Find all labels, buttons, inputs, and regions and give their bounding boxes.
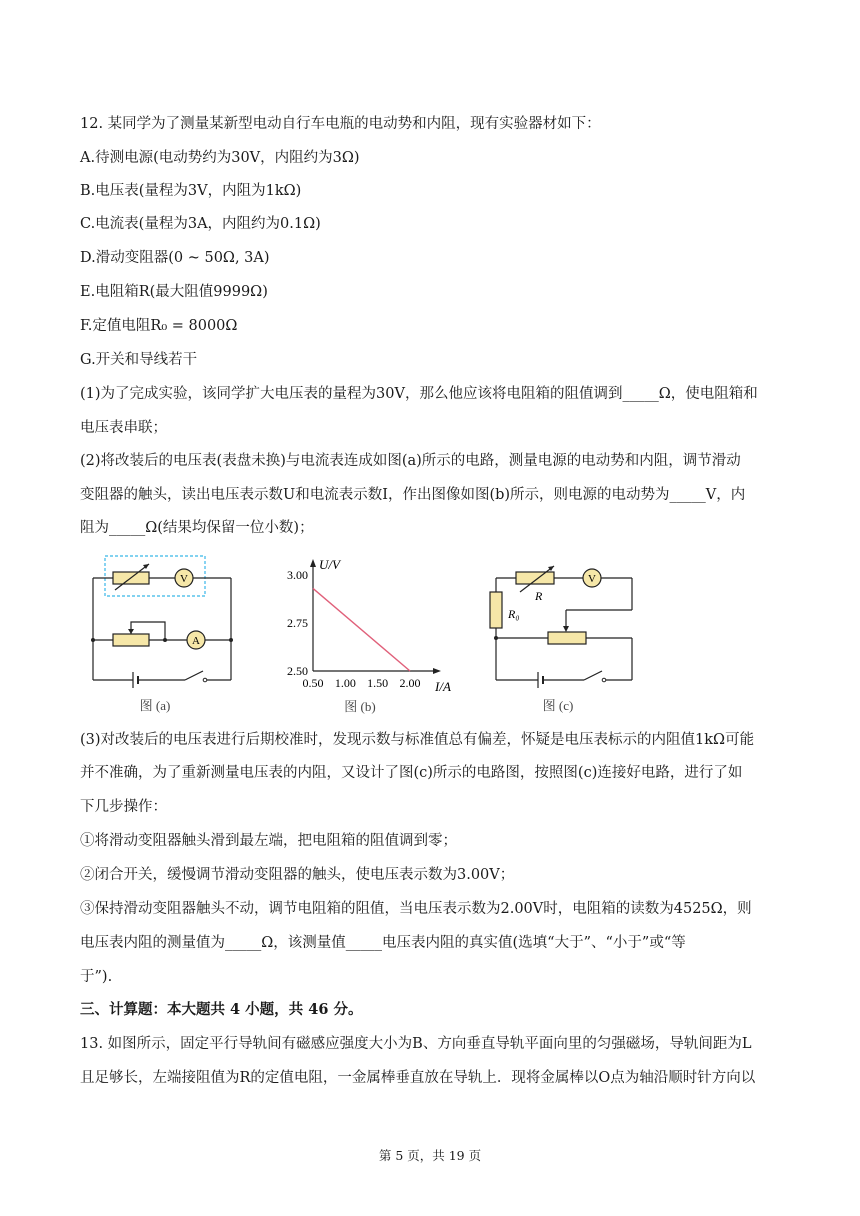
part3-line3: 下几步操作： <box>80 799 167 815</box>
x-tick-label: 1.00 <box>334 676 356 690</box>
section-3-heading: 三、计算题：本大题共 4 小题，共 46 分。 <box>80 1001 363 1018</box>
voltmeter-label: V <box>588 573 596 585</box>
step-1: ①将滑动变阻器触头滑到最左端，把电阻箱的阻值调到零； <box>80 833 457 849</box>
figure-b-caption: 图 (b) <box>344 699 376 714</box>
step-3: ③保持滑动变阻器触头不动，调节电阻箱的阻值，当电压表示数为2.00V时，电阻箱的读数为4525Ω，则 <box>80 901 752 917</box>
switch-icon <box>185 671 203 680</box>
step-3-line3: 于”). <box>80 969 113 985</box>
y-tick-label: 2.75 <box>287 616 308 630</box>
part3-line1: (3)对改装后的电压表进行后期校准时，发现示数与标准值总有偏差，怀疑是电压表标示的内阻值1kΩ可能 <box>80 732 755 748</box>
part2-line2: 变阻器的触头，读出电压表示数U和电流表示数I，作出图像如图(b)所示，则电源的电动势为_____V，内 <box>80 487 746 503</box>
figure-a-circuit <box>85 550 245 715</box>
option-a: A.待测电源(电动势约为30V，内阻约为3Ω) <box>80 150 360 166</box>
r0-label: R₀ <box>508 607 520 621</box>
option-f: F.定值电阻R₀ = 8000Ω <box>80 318 238 334</box>
option-d: D.滑动变阻器(0 ~ 50Ω, 3A) <box>80 250 270 266</box>
part2-line1: (2)将改装后的电压表(表盘未换)与电流表连成如图(a)所示的电路，测量电源的电动势和内阻，调节滑动 <box>80 453 741 469</box>
figure-a-caption: 图 (a) <box>139 698 171 713</box>
page-footer: 第 5 页，共 19 页 <box>378 1148 482 1163</box>
part1-line1: (1)为了完成实验，该同学扩大电压表的量程为30V，那么他应该将电阻箱的阻值调到_____Ω，使电阻箱和 <box>80 386 758 402</box>
ammeter-label: A <box>192 635 200 647</box>
figure-c-circuit <box>480 560 650 720</box>
question-13-line2: 且足够长，左端接阻值为R的定值电阻，一金属棒垂直放在导轨上．现将金属棒以O点为轴沿顺时针方向以 <box>80 1070 756 1086</box>
series-line <box>313 588 410 671</box>
question-13-line1: 13. 如图所示，固定平行导轨间有磁感应强度大小为B、方向垂直导轨平面向里的匀强磁场，导轨间距为L <box>80 1036 752 1052</box>
figure-b-chart <box>275 553 465 715</box>
switch-icon <box>584 671 602 680</box>
figure-c-caption: 图 (c) <box>542 698 574 713</box>
voltmeter-label: V <box>180 573 188 585</box>
option-b: B.电压表(量程为3V，内阻为1kΩ) <box>80 183 302 199</box>
option-g: G.开关和导线若干 <box>80 352 198 368</box>
option-c: C.电流表(量程为3A，内阻约为0.1Ω) <box>80 216 321 232</box>
question-12-stem: 12. 某同学为了测量某新型电动自行车电瓶的电动势和内阻，现有实验器材如下： <box>80 116 601 132</box>
y-tick-label: 2.50 <box>287 664 308 678</box>
x-tick-label: 1.50 <box>367 676 389 690</box>
y-tick-label: 3.00 <box>287 568 308 582</box>
x-axis-label: I/A <box>435 679 451 694</box>
y-axis-label: U/V <box>319 557 340 572</box>
option-e: E.电阻箱R(最大阻值9999Ω) <box>80 284 268 300</box>
part2-line3: 阻为_____Ω(结果均保留一位小数)； <box>80 520 314 536</box>
step-2: ②闭合开关，缓慢调节滑动变阻器的触头，使电压表示数为3.00V； <box>80 867 515 883</box>
r-label: R <box>535 589 543 603</box>
x-tick-label: 0.50 <box>302 676 324 690</box>
part1-line2: 电压表串联； <box>80 420 167 436</box>
x-tick-label: 2.00 <box>399 676 421 690</box>
part3-line2: 并不准确，为了重新测量电压表的内阻，又设计了图(c)所示的电路图，按照图(c)连接好电路，进行了如 <box>80 765 743 781</box>
step-3-line2: 电压表内阻的测量值为_____Ω，该测量值_____电压表内阻的真实值(选填“大于”、“小于”或“等 <box>80 935 686 951</box>
